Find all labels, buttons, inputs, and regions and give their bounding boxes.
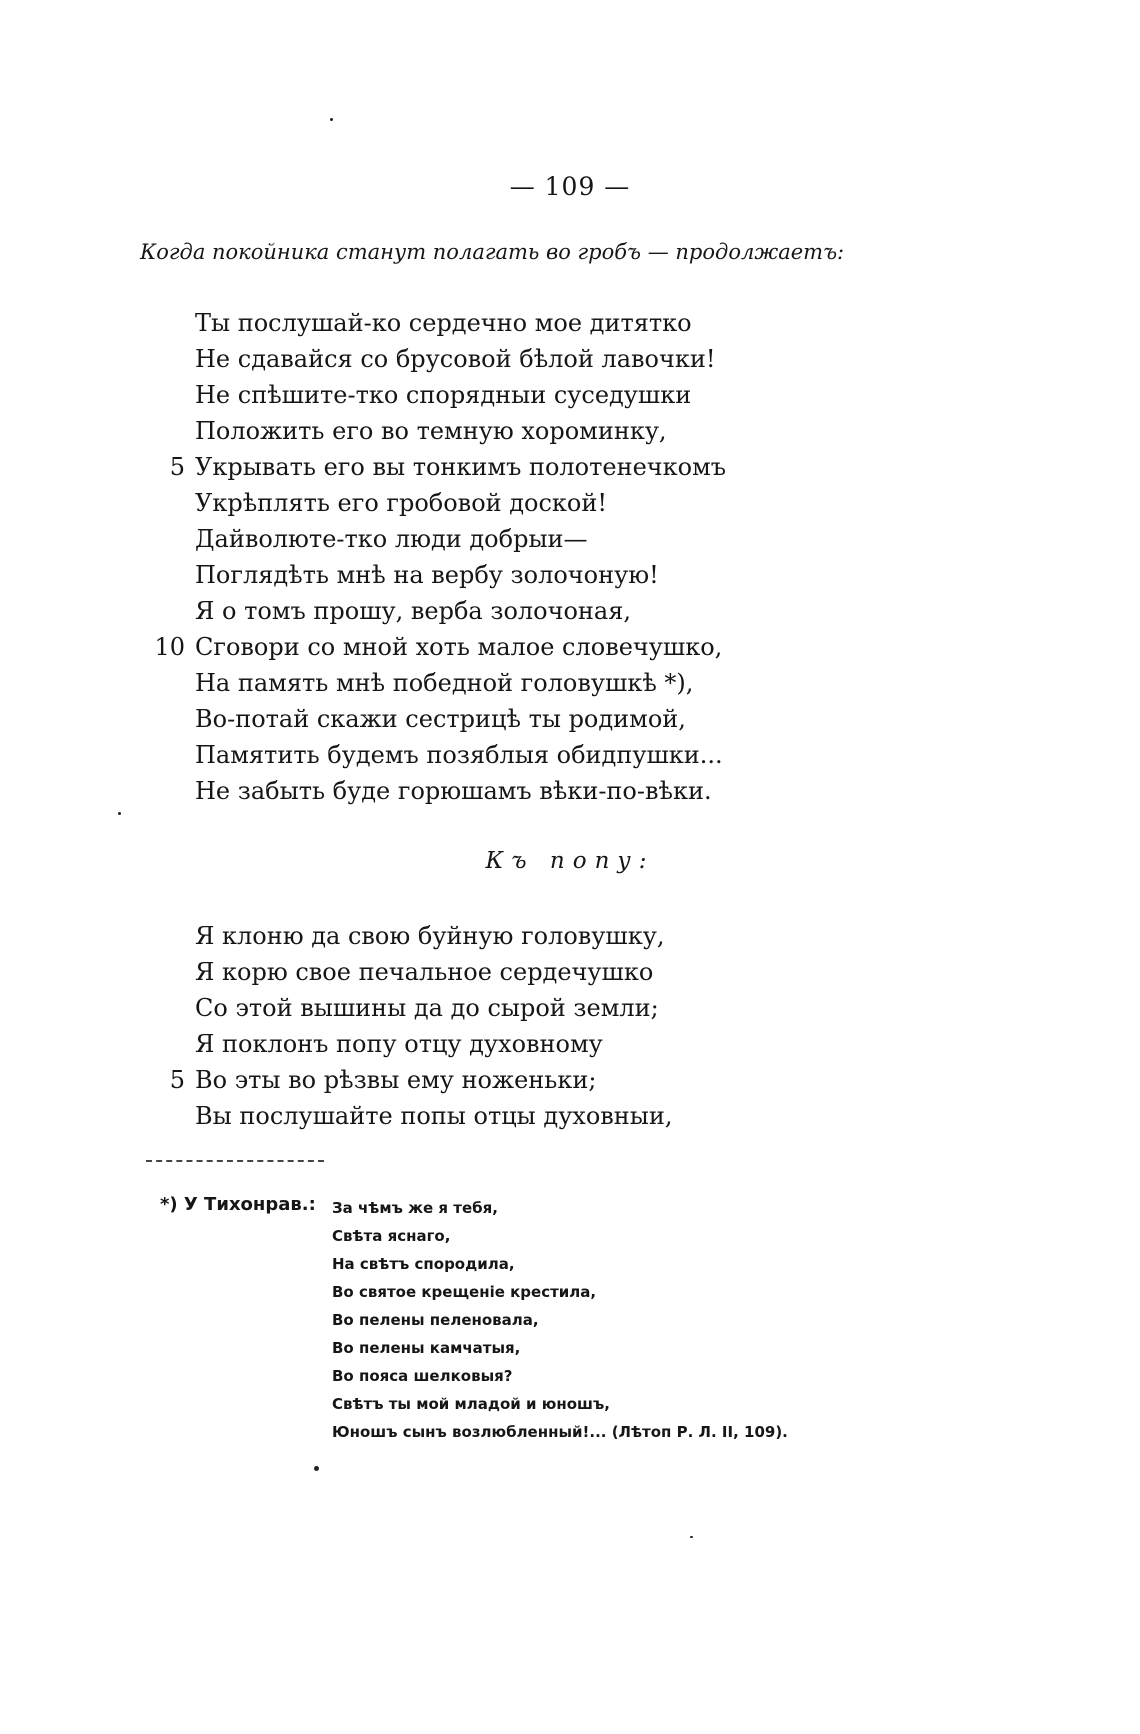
verse-line bbox=[0, 701, 1140, 737]
line-text: Памятить будемъ позяблыя обидпушки... bbox=[195, 741, 723, 769]
section-title: Къ попу: bbox=[485, 848, 655, 874]
line-text: На память мнѣ победной головушкѣ *), bbox=[195, 669, 694, 697]
line-text: Я клоню да свою буйную головушку, bbox=[195, 922, 665, 950]
footnote-divider bbox=[146, 1160, 324, 1162]
footnote-lines bbox=[332, 1194, 788, 1446]
line-text: Не забыть буде горюшамъ вѣки-по-вѣки. bbox=[195, 777, 712, 805]
line-text: Вы послушайте попы отцы духовныи, bbox=[195, 1102, 673, 1130]
footnote-line: Во святое крещеніе крестила, bbox=[332, 1283, 597, 1301]
line-text: Ты послушай-ко сердечно мое дитятко bbox=[195, 309, 692, 337]
verse-line bbox=[0, 413, 1140, 449]
line-text: Со этой вышины да до сырой земли; bbox=[195, 994, 659, 1022]
line-text: Сговори со мной хоть малое словечушко, bbox=[195, 633, 723, 661]
footnote-label: *) У Тихонрав.: bbox=[160, 1194, 316, 1215]
scan-speck bbox=[330, 118, 333, 121]
verse-line bbox=[0, 629, 1140, 665]
footnote-line: Свѣтъ ты мой младой и юношъ, bbox=[332, 1395, 610, 1413]
line-number: 10 bbox=[154, 633, 185, 661]
scan-speck bbox=[118, 812, 121, 815]
page-number: — 109 — bbox=[509, 172, 631, 201]
intro-line: Когда покойника станут полагать во гробъ — продолжаетъ: bbox=[140, 240, 845, 264]
footnote-line: Во пелены пеленовала, bbox=[332, 1311, 539, 1329]
line-text: Положить его во темную хороминку, bbox=[195, 417, 667, 445]
footnote-line: Свѣта яснаго, bbox=[332, 1227, 451, 1245]
line-text: Я о томъ прошу, верба золочоная, bbox=[195, 597, 631, 625]
footnote-line: Юношъ сынъ возлюбленный!... (Лѣтоп Р. Л. II, 109). bbox=[332, 1423, 788, 1441]
line-text: Не спѣшите-тко спорядныи суседушки bbox=[195, 381, 692, 409]
line-text: Во-потай скажи сестрицѣ ты родимой, bbox=[195, 705, 686, 733]
footnote-line: На свѣтъ спородила, bbox=[332, 1255, 515, 1273]
verse-line bbox=[0, 593, 1140, 629]
verse-line bbox=[0, 737, 1140, 773]
verse-line bbox=[0, 918, 1140, 954]
verse-line bbox=[0, 1026, 1140, 1062]
verse-line bbox=[0, 521, 1140, 557]
footnote-line: За чѣмъ же я тебя, bbox=[332, 1199, 498, 1217]
verse-line bbox=[0, 773, 1140, 809]
line-text: Не сдавайся со брусовой бѣлой лавочки! bbox=[195, 345, 716, 373]
line-number: 5 bbox=[169, 453, 185, 481]
verse-line bbox=[0, 990, 1140, 1026]
verse-line bbox=[0, 557, 1140, 593]
scan-speck bbox=[690, 1536, 693, 1538]
line-text: Во эты во рѣзвы ему ноженьки; bbox=[195, 1066, 597, 1094]
line-text: Я корю свое печальное сердечушко bbox=[195, 958, 654, 986]
footnote-line: Во пояса шелковыя? bbox=[332, 1367, 513, 1385]
verse-line bbox=[0, 1098, 1140, 1134]
line-text: Я поклонъ попу отцу духовному bbox=[195, 1030, 603, 1058]
verse-line bbox=[0, 954, 1140, 990]
verse-line bbox=[0, 665, 1140, 701]
verse-line bbox=[0, 341, 1140, 377]
line-text: Дайволюте-тко люди добрыи— bbox=[195, 525, 588, 553]
lament-verse-1 bbox=[0, 305, 1140, 809]
line-text: Укрѣплять его гробовой доской! bbox=[195, 489, 608, 517]
verse-line bbox=[0, 377, 1140, 413]
line-number: 5 bbox=[169, 1066, 185, 1094]
verse-line bbox=[0, 449, 1140, 485]
line-text: Поглядѣть мнѣ на вербу золочоную! bbox=[195, 561, 659, 589]
footnote-line: Во пелены камчатыя, bbox=[332, 1339, 521, 1357]
scan-speck bbox=[314, 1466, 319, 1471]
verse-line bbox=[0, 485, 1140, 521]
verse-line bbox=[0, 305, 1140, 341]
verse-line bbox=[0, 1062, 1140, 1098]
lament-verse-2 bbox=[0, 918, 1140, 1134]
line-text: Укрывать его вы тонкимъ полотенечкомъ bbox=[195, 453, 727, 481]
